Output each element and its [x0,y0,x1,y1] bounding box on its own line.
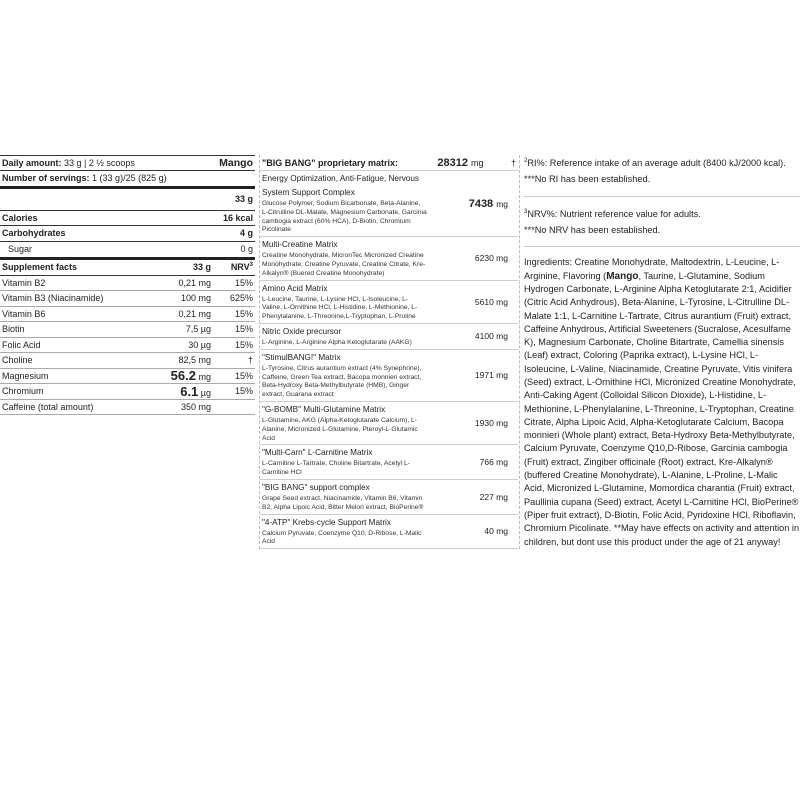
sugar-row [0,242,255,260]
supplement-row [0,353,255,369]
matrix-amount [428,481,516,513]
supplement-row [0,307,255,323]
supplement-amount: 0,21 mg [178,308,211,319]
ri-note: $^2$RI%: Reference intake of an average adult (8400 kJ/2000 kcal). [524,158,786,169]
matrix-row [260,445,518,480]
servings-label: Number of servings: [2,173,90,183]
matrix-amount [428,351,516,400]
supplement-row [0,384,255,400]
calories-label: Calories [2,212,38,223]
supplement-row [0,276,255,292]
supplement-name: Vitamin B3 (Niacinamide) [2,293,104,304]
supplement-row [0,400,255,416]
matrix-amount-unit: 1930 mg [474,418,508,429]
serving-amount: 33 g [234,194,253,204]
nrv-no-note: ***No NRV has been established. [524,225,661,236]
matrix-amount [428,238,516,278]
sugar-label: Sugar [8,244,33,254]
matrix-amount [428,282,516,322]
divider [524,246,800,247]
supplement-name: Folic Acid [2,339,41,350]
supplement-name: Vitamin B2 [2,277,46,288]
supplement-nrv: 15% [234,308,253,319]
matrix-amount-unit: 5610 mg [474,296,508,307]
supplement-name: Chromium [2,386,44,397]
sugar-value: 0 g [240,244,253,254]
ingredients-text: Ingredients: Creatine Monohydrate, Maltodextrin, L-Leucine, L-Arginine, Flavoring (Mango, Taurine, L-Glutamine, Sodium Hydrogen Carbonate, L-Arginine Alpha Ketoglutarate 2:1, Acidifier (Citric Acid Anhydrous), Beta-Alanine, L-Tyrosine, L-Citrulline DL-Malate 1:1, L-Carnitine L-Tartrate, Citrus aurantium (Fruit) extract, Caffeine Anhydrous, Artificial Sweeteners (Sucralose, Acesulfame K), Magnesium Carbonate, Choline Bitartrate, Camellia sinensis (Leaf) extract, Coloring (Paprika extract), L-Lysine HCl, L-Isoleucine, L-Valine, Niacinamide, Creatine Pyruvate, Vitis vinifera (Seed) extract, L-Ornithine HCl, Micronized Creatine Monohydrate, Anti-Caking Agent (Colloidal Silicon Dioxide), L-Histidine, L-Methionine, L-Phenylalanine, L-Threonine, L-Tryptophan, Creatine Citrate, Alpha Lipoic Acid, Alpha-Ketoglutarate Calcium, Bacopa monnieri (Whole plant) extract, Beta-Hydroxy Beta-Methylbutyrate, Calcium Pyruvate, Coenzyme Q10,D-Ribose, Garcinia cambogia (Fruit) extract, Zingiber officinale (Root) extract, Kre-Alkalyn® (buffered Creatine Monohydrate), L-Alanine, L-Proline, L-Malic Acid, Micronized L-Glutamine, Momordica charantia (Fruit) extract, Paullinia cupana (Seed) extract, Acetyl L-Carnitine HCl, BioPerine® (Piper fruit extract), D-Biotin, Folic Acid, Pyridoxine HCl, Riboflavin, Chromium Picolinate. **May have effects on activity and attention in children, but dont use this product under the age of 21 anyway! [524,257,800,547]
matrix-row [260,350,518,402]
supplement-amount: 0,21 mg [178,277,211,288]
supplement-name: Caffeine (total amount) [2,401,94,412]
supplement-nrv: 15% [234,386,253,397]
carbs-label: Carbohydrates [2,228,66,239]
supplement-amount: 350 mg [180,401,211,412]
supplement-name: Vitamin B6 [2,308,46,319]
matrix-row [260,480,518,515]
matrix-amount-unit: 1971 mg [474,370,508,381]
matrix-amount-unit: 766 mg [479,457,508,468]
supplement-name: Biotin [2,324,25,335]
servings-row [0,171,255,189]
matrix-components: L-Carnitine L-Tartrate, Choline Bitartrate, Acetyl L-Carnitine HCl [262,460,410,477]
matrix-title: "StimulBANG!" Matrix [262,352,341,362]
carbs-row [0,226,255,242]
matrix-amount-unit: 4100 mg [474,331,508,342]
matrix-amount [428,446,516,478]
supplement-amount: 82,5 mg [178,355,211,366]
supplement-nrv: 15% [234,277,253,288]
matrix-components: Creatine Monohydrate, MicronTec Micronized Creatine Monohydrate, Creatine Pyruvate, Creatine Citrate, Kre-Alkalyn® (Buered Creatine Monohydrate) [262,252,426,277]
matrix-header-label: "BIG BANG" proprietary matrix: [262,157,399,168]
matrix-amount-unit: 40 mg [484,526,508,537]
flavor-label: Mango [219,156,253,169]
supplement-amount: 30 µg [188,339,211,350]
matrix-row [260,402,518,445]
supplement-nrv: 625% [229,293,253,304]
supplement-header-row [0,260,255,276]
supplement-amount-emphasis: 6.1 [180,383,199,399]
matrix-amount [428,325,516,348]
matrix-row [260,281,518,324]
daily-value: 33 g | 2 ½ scoops [64,157,135,168]
matrix-amount-unit: 6230 mg [474,253,508,264]
notes-and-ingredients [519,155,800,549]
matrix-amount [428,403,516,443]
matrix-components: Grape Seed extract, Niacinamide, Vitamin B6, Vitamin B2, Alpha Lipoic Acid, Bitter Melon extract, BioPerine® [262,494,424,511]
supplement-row [0,322,255,338]
matrix-title: "Multi-Carn" L-Carnitine Matrix [262,448,373,458]
matrix-title: Amino Acid Matrix [262,283,328,293]
ri-no-note: ***No RI has been established. [524,174,651,185]
supplement-amount [151,384,211,399]
supplement-row [0,291,255,307]
matrix-header-unit: mg [470,157,484,168]
calories-row [0,211,255,227]
supplement-nrv: 15% [234,339,253,350]
matrix-components: L-Arginine, L-Arginine Alpha Ketoglutarate (AAKG) [262,338,412,346]
matrix-amount [428,172,516,235]
supplement-row [0,338,255,354]
supplement-amount-unit: µg [198,387,211,398]
supplement-amount: 7,5 µg [185,324,211,335]
matrix-components: Calcium Pyruvate, Coenzyme Q10, D-Ribose, L-Malic Acid [262,529,422,546]
supplement-name: Magnesium [2,370,49,381]
matrix-row [260,515,518,550]
matrix-amount-value: 7438 [468,197,494,210]
matrix-title: Energy Optimization, Anti-Fatigue, Nervous System Support Complex [262,174,419,197]
proprietary-matrix-table [259,155,518,549]
daily-amount-row [0,155,255,171]
nrv-note: $^3$NRV%: Nutrient reference value for adults. [524,208,701,219]
carbs-value: 4 g [239,228,253,239]
matrix-amount-unit: mg [496,198,508,209]
daily-label: Daily amount: [2,157,62,168]
divider [524,196,800,197]
matrix-title: "G-BOMB" Multi-Glutamine Matrix [262,404,386,414]
matrix-title: "4-ATP" Krebs-cycle Support Matrix [262,517,391,527]
supplement-nrv: 15% [234,370,253,381]
nutrition-facts-table [0,155,255,415]
matrix-components: L-Leucine, Taurine, L-Lysine HCl, L-Isoleucine, L-Valine, L-Ornithine HCl, L-Histidine, L-Methionine, L-Phenylalanine, L-Threonine,L-Tryptophan, L-Proline [262,295,418,321]
matrix-row [260,171,518,237]
supplement-amount-emphasis: 56.2 [170,368,196,384]
matrix-row [260,237,518,280]
supplement-amount [151,368,211,383]
supplement-amount: 33 g [192,262,211,272]
supplement-nrv: 15% [234,324,253,335]
nrv-header: NRV$^3$ [230,262,253,272]
supplement-label: Supplement facts [2,262,78,272]
calories-value: 16 kcal [222,212,253,223]
servings-value: 1 (33 g)/25 (825 g) [92,173,167,183]
supplement-name: Choline [2,355,33,366]
serving-amount-row [0,189,255,211]
matrix-row [260,324,518,350]
matrix-title: "BIG BANG" support complex [262,482,370,492]
supplement-nrv: † [247,355,253,366]
supplement-row [0,369,255,385]
matrix-components: L-Tyrosine, Citrus aurantium extract (4% Synephrine), Caffeine, Green Tea extract, Bacopa monnieri extract, Beta-Hydroxy Beta-Methylbutyrate (HMB), Ginger extract, Guarana extract [262,364,422,399]
supplement-amount-unit: mg [195,372,211,383]
matrix-amount-unit: 227 mg [479,491,508,502]
matrix-components: L-Glutamine, AKG (Alpha-Ketoglutarate Calcium), L-Alanine, Micronized L-Glutamine, Pteroyl-L-Glutamic Acid [262,416,418,442]
supplement-amount: 100 mg [180,293,211,304]
matrix-title: Multi-Creatine Matrix [262,240,338,250]
matrix-header [260,155,518,171]
matrix-components: Glucose Polymer, Sodium Bicarbonate, Beta-Alanine, L-Citrulline DL-Malate, Magnesium Carbonate, Garcinia cambogia extract (60% HCA), D-Biotin, Chromium Picolinate [262,200,427,234]
matrix-title: Nitric Oxide precursor [262,326,342,336]
matrix-header-mark: † [510,157,516,168]
matrix-amount [428,516,516,548]
matrix-header-value: 28312 [437,156,468,169]
